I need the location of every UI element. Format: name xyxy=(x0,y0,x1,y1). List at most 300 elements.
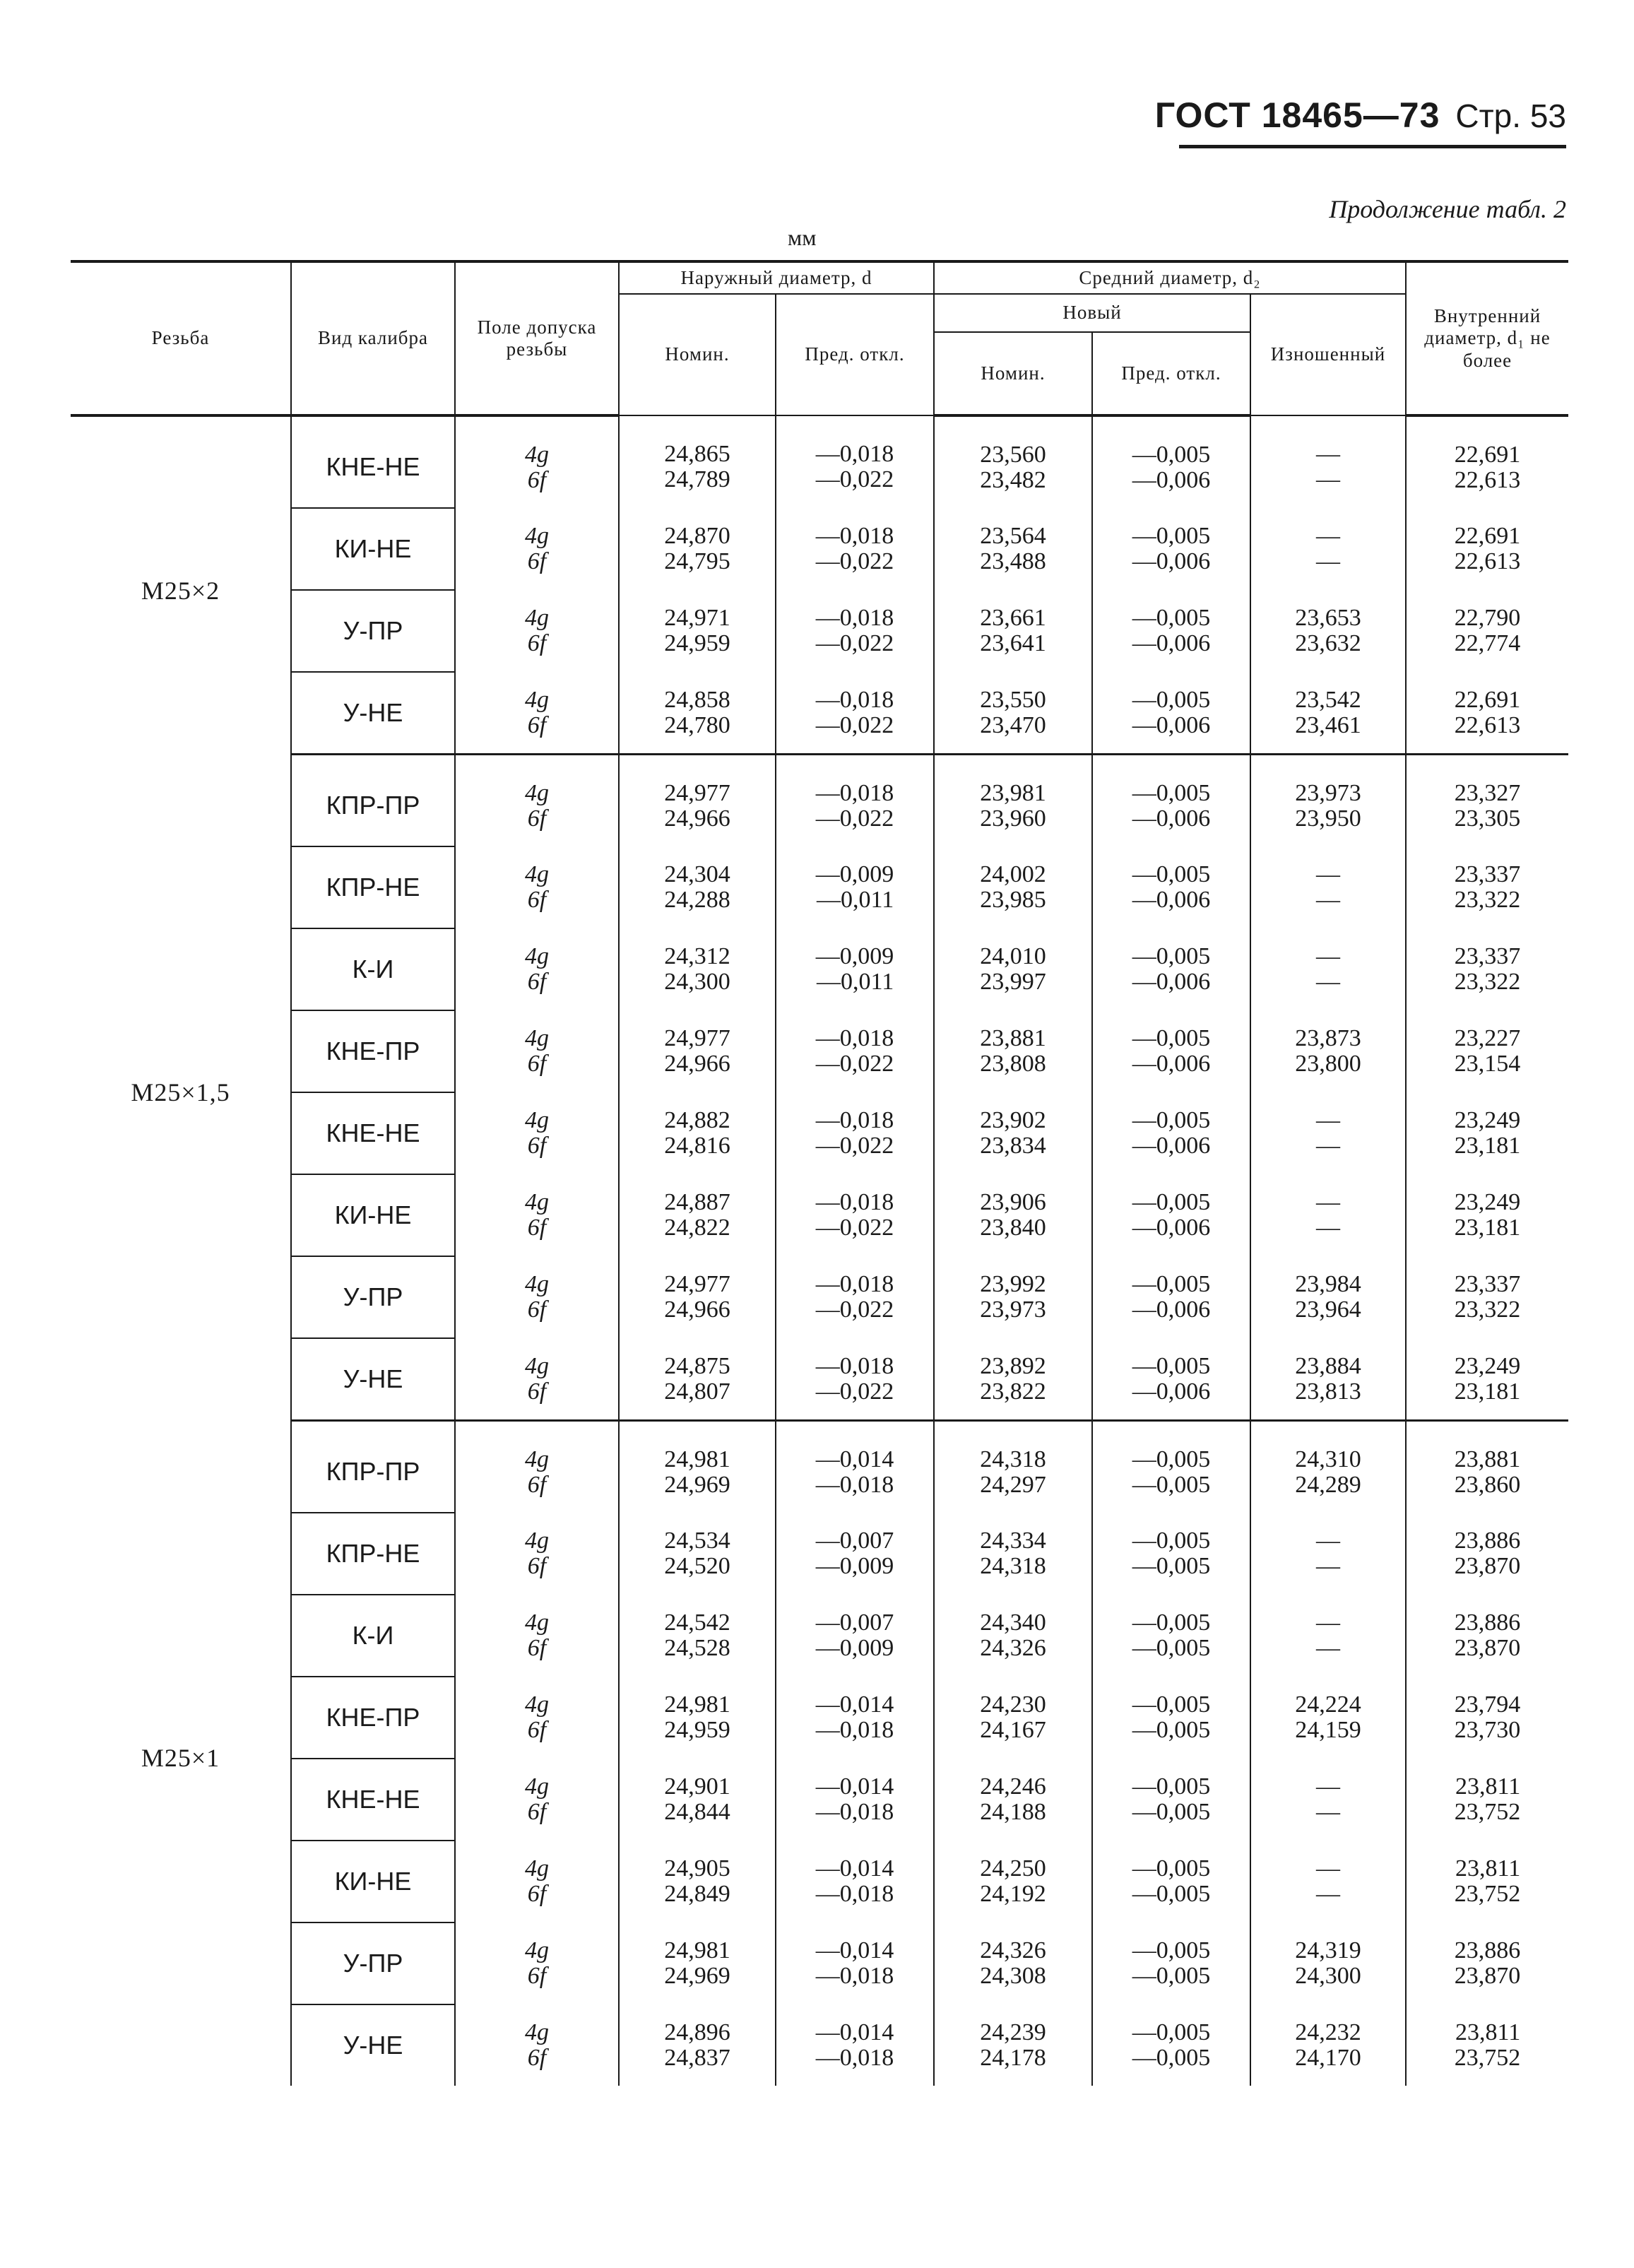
inner-diameter-value: 23,337 xyxy=(1454,943,1521,969)
gauge-type: КПР-НЕ xyxy=(291,1513,455,1595)
outer-nominal-value: 24,789 xyxy=(664,466,730,492)
tolerance-field xyxy=(525,1692,549,1743)
inner-diameter-value: 22,691 xyxy=(1454,441,1521,468)
pitch-worn-cell xyxy=(1250,1010,1406,1092)
inner-diameter xyxy=(1455,944,1521,995)
tolerance-field xyxy=(525,781,549,832)
tolerance-field-value: 4g xyxy=(525,605,549,631)
pitch-nominal-value: 23,902 xyxy=(980,1107,1046,1133)
pitch-nominal-cell xyxy=(934,672,1092,755)
pitch-deviation-value: —0,005 xyxy=(1132,1963,1211,1989)
pitch-deviation-value: —0,006 xyxy=(1132,630,1211,656)
table-header xyxy=(71,261,1568,415)
pitch-worn-cell xyxy=(1250,1841,1406,1923)
pitch-nominal xyxy=(980,944,1046,995)
tolerance-field-cell xyxy=(455,1923,619,2004)
inner-diameter-value: 23,322 xyxy=(1454,1297,1521,1323)
pitch-nominal-cell xyxy=(934,1759,1092,1841)
pitch-worn-cell xyxy=(1250,1513,1406,1595)
outer-deviation-value: —0,022 xyxy=(815,1378,894,1405)
inner-diameter xyxy=(1455,1528,1521,1579)
pitch-nominal-value: 23,981 xyxy=(980,779,1046,806)
outer-nominal-value: 24,780 xyxy=(664,711,730,738)
inner-diameter-cell xyxy=(1406,1421,1568,1513)
inner-diameter xyxy=(1455,1774,1521,1825)
outer-deviation xyxy=(816,1447,894,1498)
outer-nominal-value: 24,966 xyxy=(664,1051,730,1077)
pitch-worn xyxy=(1316,862,1340,913)
inner-diameter-cell xyxy=(1406,846,1568,928)
pitch-worn-value: — xyxy=(1316,1107,1340,1133)
tolerance-field-cell xyxy=(455,1759,619,1841)
pitch-deviation-cell xyxy=(1092,415,1250,508)
pitch-deviation-value: —0,005 xyxy=(1132,1635,1211,1661)
tolerance-field xyxy=(525,1108,549,1159)
pitch-nominal-cell xyxy=(934,2004,1092,2086)
pitch-worn xyxy=(1316,1108,1340,1159)
outer-nominal-value: 24,905 xyxy=(664,1855,730,1882)
table-row xyxy=(71,2004,1568,2086)
gauge-type: КПР-НЕ xyxy=(291,846,455,928)
inner-diameter xyxy=(1455,1108,1521,1159)
outer-nominal xyxy=(664,687,730,738)
pitch-deviation xyxy=(1132,862,1211,913)
outer-nominal xyxy=(664,1354,730,1405)
pitch-deviation xyxy=(1132,1856,1211,1907)
outer-deviation xyxy=(816,1108,894,1159)
table-row xyxy=(71,755,1568,847)
tolerance-field-cell xyxy=(455,928,619,1010)
outer-deviation-cell xyxy=(776,1010,934,1092)
inner-diameter-value: 23,249 xyxy=(1454,1107,1521,1133)
pitch-deviation-value: —0,005 xyxy=(1132,1471,1211,1498)
outer-deviation-cell xyxy=(776,1841,934,1923)
outer-nominal-value: 24,520 xyxy=(664,1553,730,1579)
pitch-worn-value: — xyxy=(1316,1528,1340,1554)
outer-nominal xyxy=(664,862,730,913)
pitch-deviation-cell xyxy=(1092,1677,1250,1759)
pitch-deviation-cell xyxy=(1092,1338,1250,1421)
inner-diameter-cell xyxy=(1406,590,1568,672)
pitch-worn-value: 23,964 xyxy=(1295,1297,1361,1323)
outer-deviation-value: —0,018 xyxy=(815,1717,894,1743)
pitch-nominal-value: 24,326 xyxy=(980,1937,1046,1963)
pitch-deviation-cell xyxy=(1092,1759,1250,1841)
outer-deviation-cell xyxy=(776,1677,934,1759)
inner-diameter-value: 23,337 xyxy=(1454,861,1521,887)
outer-deviation-value: —0,018 xyxy=(815,686,894,713)
pitch-nominal-cell xyxy=(934,590,1092,672)
outer-deviation-cell xyxy=(776,1092,934,1174)
tolerance-field-value: 6f xyxy=(527,1215,547,1241)
inner-diameter-cell xyxy=(1406,1677,1568,1759)
pitch-worn-value: 24,310 xyxy=(1295,1446,1361,1472)
pitch-deviation-cell xyxy=(1092,1513,1250,1595)
outer-deviation-value: —0,022 xyxy=(815,548,894,574)
tolerance-field-value: 6f xyxy=(527,1635,547,1661)
inner-diameter-value: 23,181 xyxy=(1454,1133,1521,1159)
pitch-nominal-cell xyxy=(934,508,1092,590)
table-row xyxy=(71,1759,1568,1841)
pitch-deviation xyxy=(1132,944,1211,995)
outer-deviation xyxy=(816,687,894,738)
tolerance-field-cell xyxy=(455,1841,619,1923)
gauge-type: КНЕ-НЕ xyxy=(291,1092,455,1174)
outer-nominal-value: 24,969 xyxy=(664,1471,730,1498)
inner-diameter-value: 23,305 xyxy=(1454,805,1521,832)
outer-deviation-value: —0,022 xyxy=(815,711,894,738)
tolerance-field-value: 6f xyxy=(527,969,547,995)
pitch-deviation-cell xyxy=(1092,590,1250,672)
pitch-worn-cell xyxy=(1250,928,1406,1010)
outer-nominal-cell xyxy=(619,2004,776,2086)
outer-deviation xyxy=(816,1692,894,1743)
outer-deviation xyxy=(816,1354,894,1405)
outer-deviation-value: —0,022 xyxy=(815,1133,894,1159)
outer-deviation-value: —0,018 xyxy=(815,1799,894,1825)
pitch-deviation-value: —0,005 xyxy=(1132,861,1211,887)
outer-nominal-value: 24,795 xyxy=(664,548,730,574)
inner-diameter-value: 22,691 xyxy=(1454,523,1521,549)
tolerance-field-value: 6f xyxy=(527,1963,547,1989)
outer-nominal-value: 24,981 xyxy=(664,1446,730,1472)
outer-nominal-value: 24,977 xyxy=(664,1025,730,1051)
tolerance-field-value: 6f xyxy=(527,2044,547,2071)
pitch-deviation-cell xyxy=(1092,1010,1250,1092)
pitch-nominal-value: 23,808 xyxy=(980,1051,1046,1077)
tolerance-field-value: 4g xyxy=(525,686,549,713)
pitch-deviation-value: —0,005 xyxy=(1132,1528,1211,1554)
outer-nominal-cell xyxy=(619,1923,776,2004)
outer-deviation-cell xyxy=(776,1256,934,1338)
outer-nominal xyxy=(664,2020,730,2071)
header-worn: Изношенный xyxy=(1250,294,1406,415)
tolerance-field-value: 4g xyxy=(525,1528,549,1554)
pitch-worn-value: 24,170 xyxy=(1295,2044,1361,2071)
pitch-worn-cell xyxy=(1250,846,1406,928)
pitch-deviation xyxy=(1132,1528,1211,1579)
pitch-worn-value: — xyxy=(1316,523,1340,549)
outer-deviation-value: —0,018 xyxy=(815,779,894,806)
outer-deviation-value: —0,018 xyxy=(815,441,894,467)
pitch-worn-value: — xyxy=(1316,1881,1340,1907)
tolerance-field xyxy=(525,1528,549,1579)
gauge-type: КНЕ-НЕ xyxy=(291,415,455,508)
inner-diameter-value: 23,181 xyxy=(1454,1378,1521,1405)
pitch-deviation-cell xyxy=(1092,1841,1250,1923)
pitch-nominal-value: 23,661 xyxy=(980,605,1046,631)
outer-deviation-cell xyxy=(776,928,934,1010)
inner-diameter-value: 23,811 xyxy=(1455,1855,1521,1882)
tolerance-field-value: 6f xyxy=(527,805,547,832)
pitch-nominal-value: 23,892 xyxy=(980,1352,1046,1379)
pitch-nominal xyxy=(980,1190,1046,1241)
pitch-nominal-cell xyxy=(934,415,1092,508)
outer-deviation xyxy=(816,944,894,995)
pitch-nominal-value: 23,564 xyxy=(980,523,1046,549)
outer-nominal-value: 24,528 xyxy=(664,1635,730,1661)
outer-deviation-value: —0,014 xyxy=(815,1691,894,1718)
tolerance-field-cell xyxy=(455,1677,619,1759)
pitch-nominal-cell xyxy=(934,846,1092,928)
pitch-deviation-cell xyxy=(1092,1923,1250,2004)
gauge-type: У-НЕ xyxy=(291,672,455,755)
inner-diameter-value: 22,691 xyxy=(1454,686,1521,713)
tolerance-field-value: 4g xyxy=(525,943,549,969)
pitch-deviation-cell xyxy=(1092,672,1250,755)
tolerance-field-value: 6f xyxy=(527,630,547,656)
outer-nominal xyxy=(664,1272,730,1323)
pitch-nominal xyxy=(980,1528,1046,1579)
outer-nominal-cell xyxy=(619,672,776,755)
outer-deviation-value: —0,022 xyxy=(815,1051,894,1077)
outer-nominal xyxy=(664,1447,730,1498)
gauge-type: У-НЕ xyxy=(291,2004,455,2086)
tolerance-field-value: 4g xyxy=(525,1691,549,1718)
header-outer-deviation: Пред. откл. xyxy=(776,294,934,415)
pitch-worn-value: — xyxy=(1316,943,1340,969)
tolerance-field-cell xyxy=(455,1338,619,1421)
outer-nominal-value: 24,966 xyxy=(664,1297,730,1323)
pitch-nominal-value: 23,822 xyxy=(980,1378,1046,1405)
tolerance-field xyxy=(525,862,549,913)
table-row xyxy=(71,1513,1568,1595)
outer-deviation-value: —0,018 xyxy=(815,523,894,549)
pitch-worn-cell xyxy=(1250,1595,1406,1677)
gauge-type: У-ПР xyxy=(291,590,455,672)
gauge-type: К-И xyxy=(291,928,455,1010)
gauge-type: У-ПР xyxy=(291,1923,455,2004)
table-row xyxy=(71,846,1568,928)
pitch-deviation-value: —0,005 xyxy=(1132,1937,1211,1963)
pitch-worn-cell xyxy=(1250,1677,1406,1759)
header-thread: Резьба xyxy=(71,261,291,415)
gauge-type: КИ-НЕ xyxy=(291,1841,455,1923)
pitch-worn-value: — xyxy=(1316,1773,1340,1800)
pitch-deviation-cell xyxy=(1092,928,1250,1010)
pitch-nominal xyxy=(980,1272,1046,1323)
outer-deviation xyxy=(816,1190,894,1241)
pitch-nominal-value: 24,002 xyxy=(980,861,1046,887)
pitch-worn-value: 24,159 xyxy=(1295,1717,1361,1743)
tolerance-field-cell xyxy=(455,755,619,847)
pitch-worn-value: — xyxy=(1316,548,1340,574)
outer-nominal-cell xyxy=(619,1174,776,1256)
gauge-type: КПР-ПР xyxy=(291,755,455,847)
header-rule xyxy=(1179,145,1566,148)
outer-deviation-value: —0,022 xyxy=(815,466,894,492)
pitch-worn xyxy=(1316,1190,1340,1241)
table-row xyxy=(71,590,1568,672)
pitch-nominal-value: 23,960 xyxy=(980,805,1046,832)
outer-deviation-cell xyxy=(776,1338,934,1421)
outer-deviation-value: —0,018 xyxy=(815,1271,894,1297)
outer-nominal-value: 24,837 xyxy=(664,2044,730,2071)
tolerance-field-value: 4g xyxy=(525,1352,549,1379)
pitch-deviation-value: —0,006 xyxy=(1132,887,1211,913)
inner-diameter xyxy=(1455,1692,1521,1743)
tolerance-field-value: 4g xyxy=(525,1610,549,1636)
pitch-worn xyxy=(1295,2020,1361,2071)
pitch-deviation-value: —0,006 xyxy=(1132,548,1211,574)
pitch-worn-cell xyxy=(1250,672,1406,755)
pitch-deviation-value: —0,005 xyxy=(1132,1881,1211,1907)
pitch-nominal-cell xyxy=(934,1092,1092,1174)
pitch-worn xyxy=(1316,1774,1340,1825)
inner-diameter-value: 23,870 xyxy=(1454,1553,1521,1579)
outer-nominal-value: 24,816 xyxy=(664,1133,730,1159)
pitch-nominal-cell xyxy=(934,1256,1092,1338)
tolerance-field-value: 6f xyxy=(527,887,547,913)
pitch-worn xyxy=(1316,524,1340,574)
tolerance-field-value: 6f xyxy=(527,548,547,574)
outer-deviation-value: —0,018 xyxy=(815,1025,894,1051)
pitch-worn-value: 23,984 xyxy=(1295,1271,1361,1297)
header-pitch-deviation: Пред. откл. xyxy=(1092,332,1250,415)
gauge-dimensions-table xyxy=(71,260,1568,2086)
pitch-deviation-cell xyxy=(1092,2004,1250,2086)
tolerance-field xyxy=(525,687,549,738)
pitch-nominal xyxy=(980,1447,1046,1498)
outer-nominal-value: 24,865 xyxy=(664,441,730,467)
tolerance-field xyxy=(525,2020,549,2071)
pitch-worn-cell xyxy=(1250,590,1406,672)
pitch-deviation-value: —0,006 xyxy=(1132,805,1211,832)
inner-diameter-value: 23,886 xyxy=(1454,1937,1521,1963)
pitch-deviation-cell xyxy=(1092,1595,1250,1677)
tolerance-field-value: 4g xyxy=(525,1025,549,1051)
pitch-deviation-value: —0,006 xyxy=(1132,1133,1211,1159)
pitch-worn-cell xyxy=(1250,1759,1406,1841)
inner-diameter-cell xyxy=(1406,1923,1568,2004)
outer-deviation-value: —0,014 xyxy=(815,1446,894,1472)
outer-deviation-value: —0,018 xyxy=(815,1107,894,1133)
inner-diameter-value: 23,811 xyxy=(1455,1773,1521,1800)
tolerance-field xyxy=(525,944,549,995)
tolerance-field-value: 6f xyxy=(527,1378,547,1405)
tolerance-field-cell xyxy=(455,1421,619,1513)
pitch-deviation xyxy=(1132,442,1211,493)
pitch-nominal-cell xyxy=(934,1677,1092,1759)
outer-deviation-cell xyxy=(776,755,934,847)
pitch-worn-cell xyxy=(1250,1338,1406,1421)
pitch-worn-value: 23,653 xyxy=(1295,605,1361,631)
outer-nominal-value: 24,966 xyxy=(664,805,730,832)
tolerance-field-value: 4g xyxy=(525,1189,549,1215)
outer-deviation-cell xyxy=(776,1174,934,1256)
gauge-type: КНЕ-ПР xyxy=(291,1677,455,1759)
inner-diameter-cell xyxy=(1406,1338,1568,1421)
inner-diameter-value: 23,327 xyxy=(1454,779,1521,806)
outer-deviation-value: —0,009 xyxy=(815,1553,894,1579)
inner-diameter-value: 23,227 xyxy=(1454,1025,1521,1051)
tolerance-field-cell xyxy=(455,415,619,508)
pitch-worn-cell xyxy=(1250,1092,1406,1174)
tolerance-field-value: 6f xyxy=(527,1297,547,1323)
pitch-nominal xyxy=(980,606,1046,656)
pitch-nominal-value: 24,192 xyxy=(980,1881,1046,1907)
outer-deviation xyxy=(816,1528,894,1579)
tolerance-field xyxy=(525,442,549,493)
outer-deviation xyxy=(816,1026,894,1077)
pitch-nominal-value: 23,550 xyxy=(980,686,1046,713)
pitch-nominal-value: 23,881 xyxy=(980,1025,1046,1051)
gauge-type: У-НЕ xyxy=(291,1338,455,1421)
inner-diameter xyxy=(1455,1938,1521,1989)
tolerance-field-cell xyxy=(455,1092,619,1174)
pitch-worn-value: 23,800 xyxy=(1295,1051,1361,1077)
outer-deviation-value: —0,018 xyxy=(815,605,894,631)
pitch-nominal xyxy=(980,781,1046,832)
outer-deviation-cell xyxy=(776,1513,934,1595)
outer-deviation-cell xyxy=(776,1759,934,1841)
pitch-nominal-value: 24,308 xyxy=(980,1963,1046,1989)
outer-deviation-value: —0,014 xyxy=(815,1937,894,1963)
inner-diameter xyxy=(1455,524,1521,574)
inner-diameter xyxy=(1455,442,1521,493)
pitch-deviation xyxy=(1132,1938,1211,1989)
pitch-worn-value: — xyxy=(1316,969,1340,995)
pitch-deviation-value: —0,005 xyxy=(1132,2044,1211,2071)
inner-diameter xyxy=(1455,2020,1521,2071)
outer-nominal-cell xyxy=(619,1010,776,1092)
tolerance-field-value: 6f xyxy=(527,1881,547,1907)
pitch-nominal-value: 23,834 xyxy=(980,1133,1046,1159)
outer-nominal-value: 24,870 xyxy=(664,523,730,549)
table-row xyxy=(71,1010,1568,1092)
header-pitch-nominal: Номин. xyxy=(934,332,1092,415)
table-row xyxy=(71,1421,1568,1513)
outer-deviation-value: —0,022 xyxy=(815,1215,894,1241)
outer-nominal-value: 24,304 xyxy=(664,861,730,887)
pitch-nominal-value: 24,010 xyxy=(980,943,1046,969)
header-tolerance-field: Поле допуска резьбы xyxy=(455,261,619,415)
pitch-nominal-value: 23,906 xyxy=(980,1189,1046,1215)
tolerance-field-value: 4g xyxy=(525,1773,549,1800)
pitch-worn-value: — xyxy=(1316,1215,1340,1241)
tolerance-field-cell xyxy=(455,672,619,755)
inner-diameter-value: 23,249 xyxy=(1454,1352,1521,1379)
outer-nominal xyxy=(664,1026,730,1077)
inner-diameter-value: 23,794 xyxy=(1454,1691,1521,1718)
pitch-deviation-value: —0,005 xyxy=(1132,686,1211,713)
pitch-worn-value: 23,461 xyxy=(1295,711,1361,738)
page-number: Стр. 53 xyxy=(1455,98,1566,134)
outer-deviation-value: —0,007 xyxy=(815,1610,894,1636)
tolerance-field-value: 4g xyxy=(525,1446,549,1472)
inner-diameter-value: 23,181 xyxy=(1454,1215,1521,1241)
table-row xyxy=(71,1092,1568,1174)
outer-nominal-cell xyxy=(619,415,776,508)
pitch-worn xyxy=(1295,1938,1361,1989)
tolerance-field-value: 6f xyxy=(527,1051,547,1077)
pitch-nominal-cell xyxy=(934,1923,1092,2004)
pitch-worn-value: — xyxy=(1316,861,1340,887)
thread-designation: М25×1,5 xyxy=(71,755,291,1421)
tolerance-field-cell xyxy=(455,1595,619,1677)
page-header xyxy=(1072,95,1566,148)
outer-nominal-value: 24,844 xyxy=(664,1799,730,1825)
pitch-nominal-cell xyxy=(934,1841,1092,1923)
inner-diameter-cell xyxy=(1406,1841,1568,1923)
outer-nominal-cell xyxy=(619,1759,776,1841)
outer-deviation-value: —0,009 xyxy=(815,1635,894,1661)
pitch-deviation-value: —0,005 xyxy=(1132,1855,1211,1882)
pitch-deviation-value: —0,005 xyxy=(1132,1352,1211,1379)
pitch-deviation-cell xyxy=(1092,846,1250,928)
inner-diameter-value: 23,886 xyxy=(1454,1610,1521,1636)
outer-nominal-value: 24,534 xyxy=(664,1528,730,1554)
